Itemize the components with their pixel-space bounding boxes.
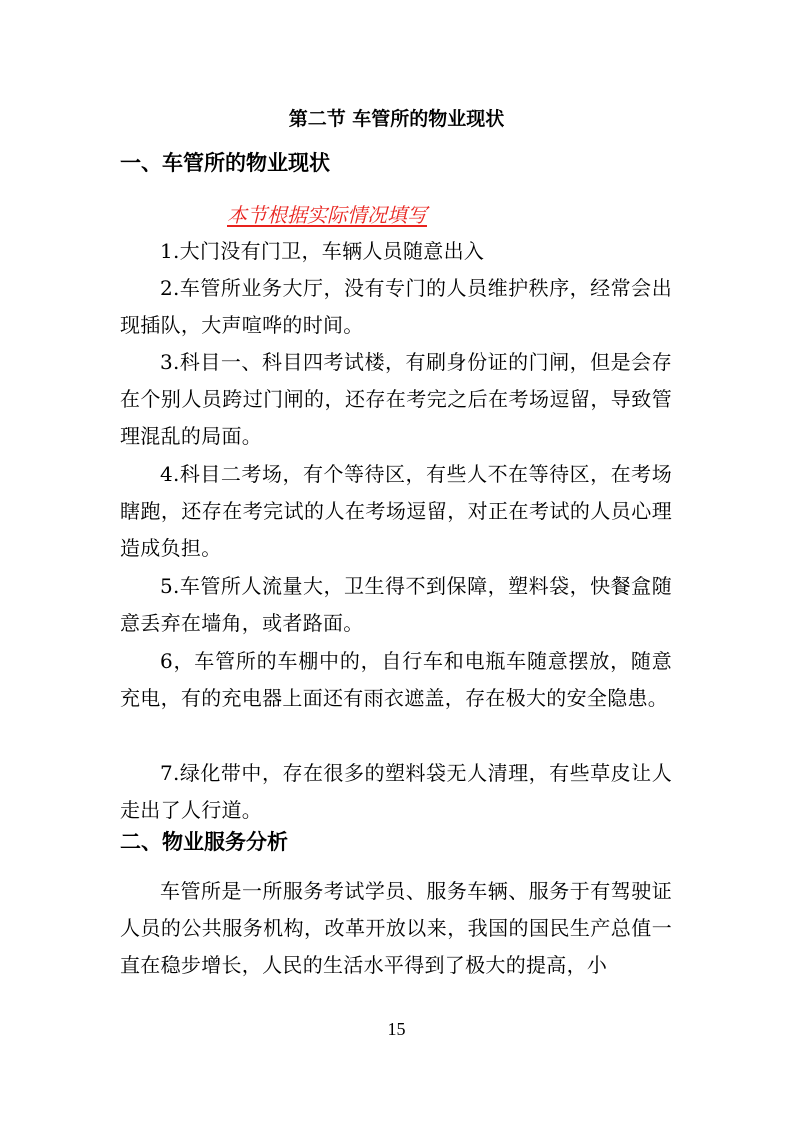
list-item: 4.科目二考场，有个等待区，有些人不在等待区，在考场瞎跑，还存在考完试的人在考场逗留，对正在考试的人员心理造成负担。 <box>120 462 672 561</box>
page-number: 15 <box>387 1019 406 1039</box>
list-item: 3.科目一、科目四考试楼，有刷身份证的门闸，但是会存在个别人员跨过门闸的，还存在考完之后在考场逗留，导致管理混乱的局面。 <box>120 350 672 449</box>
list-item: 2.车管所业务大厅，没有专门的人员维护秩序，经常会出现插队，大声喧哗的时间。 <box>120 276 672 338</box>
fill-in-note: 本节根据实际情况填写 <box>227 203 427 227</box>
heading-property-status: 一、车管所的物业现状 <box>120 151 330 175</box>
analysis-paragraph: 车管所是一所服务考试学员、服务车辆、服务于有驾驶证人员的公共服务机构，改革开放以来，我国的国民生产总值一直在稳步增长，人民的生活水平得到了极大的提高，小 <box>120 879 672 978</box>
list-item: 7.绿化带中，存在很多的塑料袋无人清理，有些草皮让人走出了人行道。 <box>120 761 672 823</box>
heading-service-analysis: 二、物业服务分析 <box>120 830 288 854</box>
list-item: 1.大门没有门卫，车辆人员随意出入 <box>160 239 485 263</box>
list-item: 5.车管所人流量大，卫生得不到保障，塑料袋，快餐盒随意丢弃在墙角，或者路面。 <box>120 574 672 636</box>
list-item: 6，车管所的车棚中的，自行车和电瓶车随意摆放，随意充电，有的充电器上面还有雨衣遮盖，存在极大的安全隐患。 <box>120 649 672 711</box>
section-title: 第二节 车管所的物业现状 <box>288 108 505 130</box>
